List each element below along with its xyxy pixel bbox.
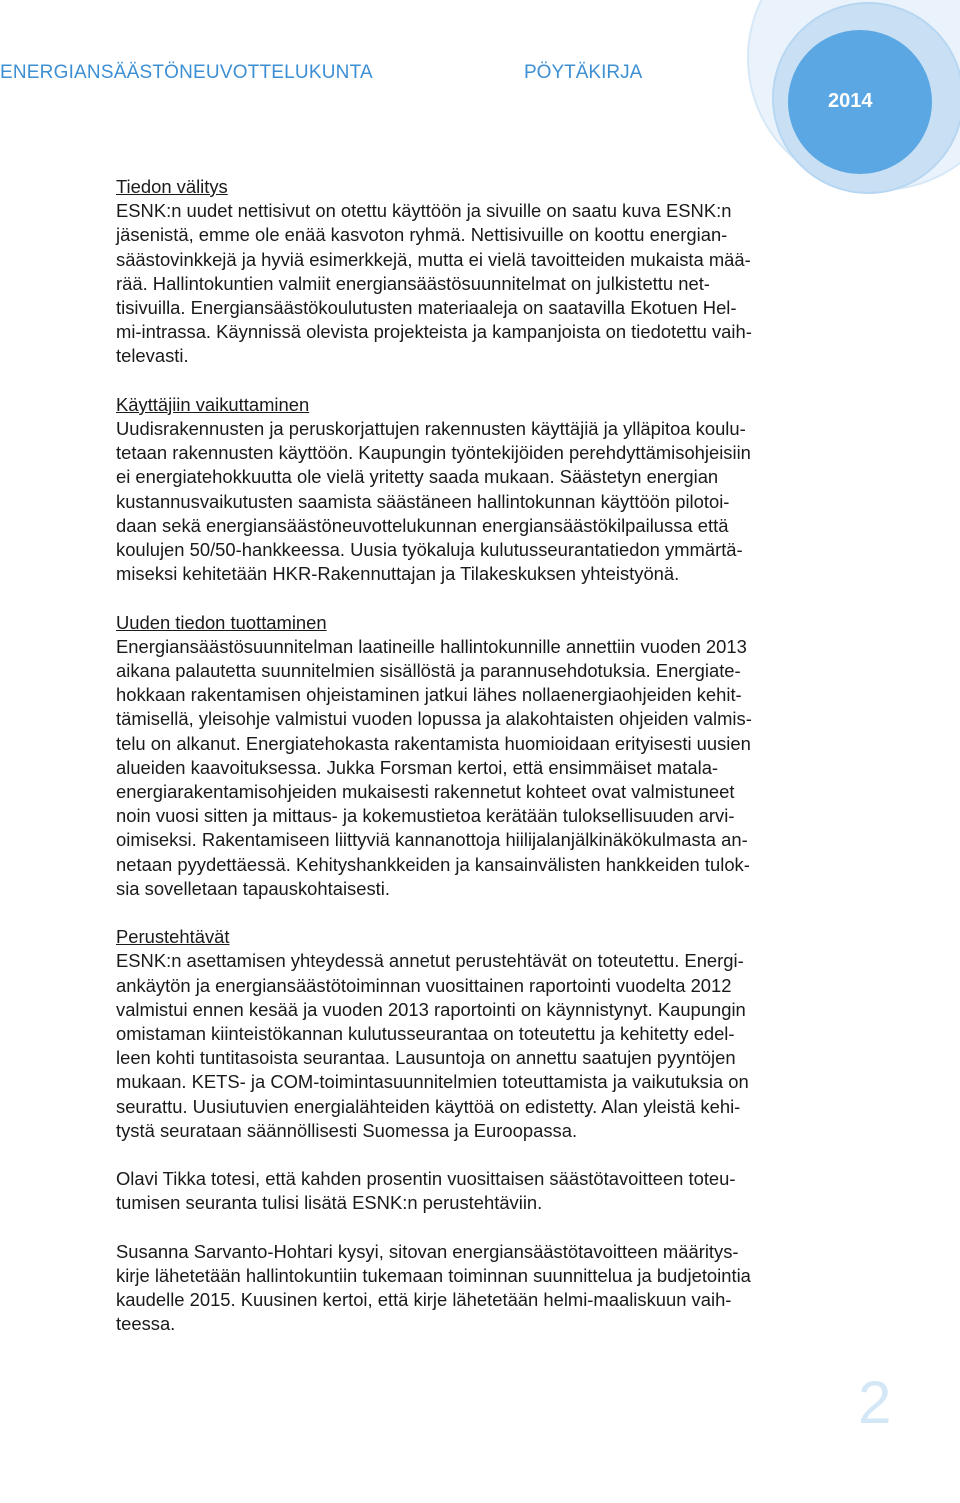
section <box>116 1167 858 1215</box>
paragraph-line: tisivuilla. Energiansäästökoulutusten materiaaleja on saatavilla Ekotuen Hel- <box>116 297 737 319</box>
document-year: 2014 <box>828 90 873 112</box>
section <box>116 925 858 1143</box>
paragraph-line: kustannusvaikutusten saamista säästäneen hallintokunnan käyttöön pilotoi- <box>116 490 730 512</box>
section-title: Uuden tiedon tuottaminen <box>116 611 327 633</box>
paragraph-line: tumisen seuranta tulisi lisätä ESNK:n perustehtäviin. <box>116 1192 543 1214</box>
section <box>116 1240 858 1337</box>
paragraph-line: valmistui ennen kesää ja vuoden 2013 raportointi on käynnistynyt. Kaupungin <box>116 998 746 1020</box>
paragraph-line: omistaman kiinteistökannan kulutusseurantaa on toteutettu ja kehitetty edel- <box>116 1023 735 1045</box>
paragraph-line: tämisellä, yleisohje valmistui vuoden lopussa ja alakohtaisten ohjeiden valmis- <box>116 708 752 730</box>
committee-title: ENERGIANSÄÄSTÖNEUVOTTELUKUNTA <box>0 62 373 83</box>
paragraph-line: alueiden kaavoituksessa. Jukka Forsman kertoi, että ensimmäiset matala- <box>116 756 719 778</box>
section <box>116 175 858 369</box>
paragraph-line: tystä seurataan säännöllisesti Suomessa ja Euroopassa. <box>116 1119 578 1141</box>
paragraph-line: hokkaan rakentamisen ohjeistaminen jatkui lähes nollaenergiaohjeiden kehit- <box>116 684 742 706</box>
section-title: Perustehtävät <box>116 926 230 948</box>
section <box>116 393 858 587</box>
paragraph-line: seurattu. Uusiutuvien energialähteiden käyttöä on edistetty. Alan yleistä kehi- <box>116 1095 741 1117</box>
paragraph-line: miseksi kehitetään HKR-Rakennuttajan ja Tilakeskuksen yhteistyönä. <box>116 563 680 585</box>
document-body <box>116 175 858 1361</box>
page-number: 2 <box>858 1369 892 1436</box>
paragraph-line: sia sovelletaan tapauskohtaisesti. <box>116 877 390 899</box>
paragraph-line: säästovinkkejä ja hyviä esimerkkejä, mutta ei vielä tavoitteiden mukaista mää- <box>116 248 751 270</box>
paragraph-line: aikana palautetta suunnitelmien sisällöstä ja parannusehdotuksia. Energiate- <box>116 660 741 682</box>
paragraph-line: Susanna Sarvanto-Hohtari kysyi, sitovan energiansäästötavoitteen määritys- <box>116 1240 739 1262</box>
document-type: PÖYTÄKIRJA <box>524 62 643 83</box>
paragraph-line: kaudelle 2015. Kuusinen kertoi, että kirje lähetetään helmi-maaliskuun vaih- <box>116 1289 732 1311</box>
paragraph-line: ESNK:n uudet nettisivut on otettu käyttöön ja sivuille on saatu kuva ESNK:n <box>116 200 732 222</box>
paragraph-line: kirje lähetetään hallintokuntiin tukemaan toiminnan suunnittelua ja budjetointia <box>116 1265 751 1287</box>
section <box>116 611 858 901</box>
section-title: Käyttäjiin vaikuttaminen <box>116 393 310 415</box>
section-title: Tiedon välitys <box>116 176 228 197</box>
paragraph-line: Energiansäästösuunnitelman laatineille hallintokunnille annettiin vuoden 2013 <box>116 635 747 657</box>
paragraph-line: ei energiatehokkuutta ole vielä yritetty saada mukaan. Säästetyn energian <box>116 466 719 488</box>
paragraph-line: koulujen 50/50-hankkeessa. Uusia työkaluja kulutusseurantatiedon ymmärtä- <box>116 539 743 561</box>
paragraph-line: televasti. <box>116 345 189 367</box>
paragraph-line: daan sekä energiansäästöneuvottelukunnan energiansäästökilpailussa että <box>116 514 729 536</box>
paragraph-line: ankäytön ja energiansäästötoiminnan vuosittainen raportointi vuodelta 2012 <box>116 974 732 996</box>
paragraph-line: mi-intrassa. Käynnissä olevista projekteista ja kampanjoista on tiedotettu vaih- <box>116 321 752 343</box>
paragraph-line: tetaan rakennusten käyttöön. Kaupungin työntekijöiden perehdyttämisohjeisiin <box>116 442 751 464</box>
paragraph-line: netaan pyydettäessä. Kehityshankkeiden ja kansainvälisten hankkeiden tulok- <box>116 853 750 875</box>
paragraph-line: ESNK:n asettamisen yhteydessä annetut perustehtävät on toteutettu. Energi- <box>116 950 744 972</box>
paragraph-line: Olavi Tikka totesi, että kahden prosentin vuosittaisen säästötavoitteen toteu- <box>116 1168 736 1190</box>
paragraph-line: noin vuosi sitten ja mittaus- ja kokemustietoa kerätään tuloksellisuuden arvi- <box>116 805 735 827</box>
paragraph-line: mukaan. KETS- ja COM-toimintasuunnitelmien toteuttamista ja vaikutuksia on <box>116 1071 749 1093</box>
paragraph-line: leen kohti tuntitasoista seurantaa. Lausuntoja on annettu saatujen pyyntöjen <box>116 1047 736 1069</box>
paragraph-line: Uudisrakennusten ja peruskorjattujen rakennusten käyttäjiä ja ylläpitoa koulu- <box>116 418 746 440</box>
paragraph-line: energiarakentamisohjeiden mukaisesti rakennetut kohteet ovat valmistuneet <box>116 781 735 803</box>
paragraph-line: rää. Hallintokuntien valmiit energiansäästösuunnitelmat on julkistettu net- <box>116 272 710 294</box>
paragraph-line: jäsenistä, emme ole enää kasvoton ryhmä. Nettisivuille on koottu energian- <box>116 224 728 246</box>
paragraph-line: oimiseksi. Rakentamiseen liittyviä kannanottoja hiilijalanjälkinäkökulmasta an- <box>116 829 748 851</box>
paragraph-line: teessa. <box>116 1313 176 1335</box>
paragraph-line: telu on alkanut. Energiatehokasta rakentamista huomioidaan erityisesti uusien <box>116 732 751 754</box>
